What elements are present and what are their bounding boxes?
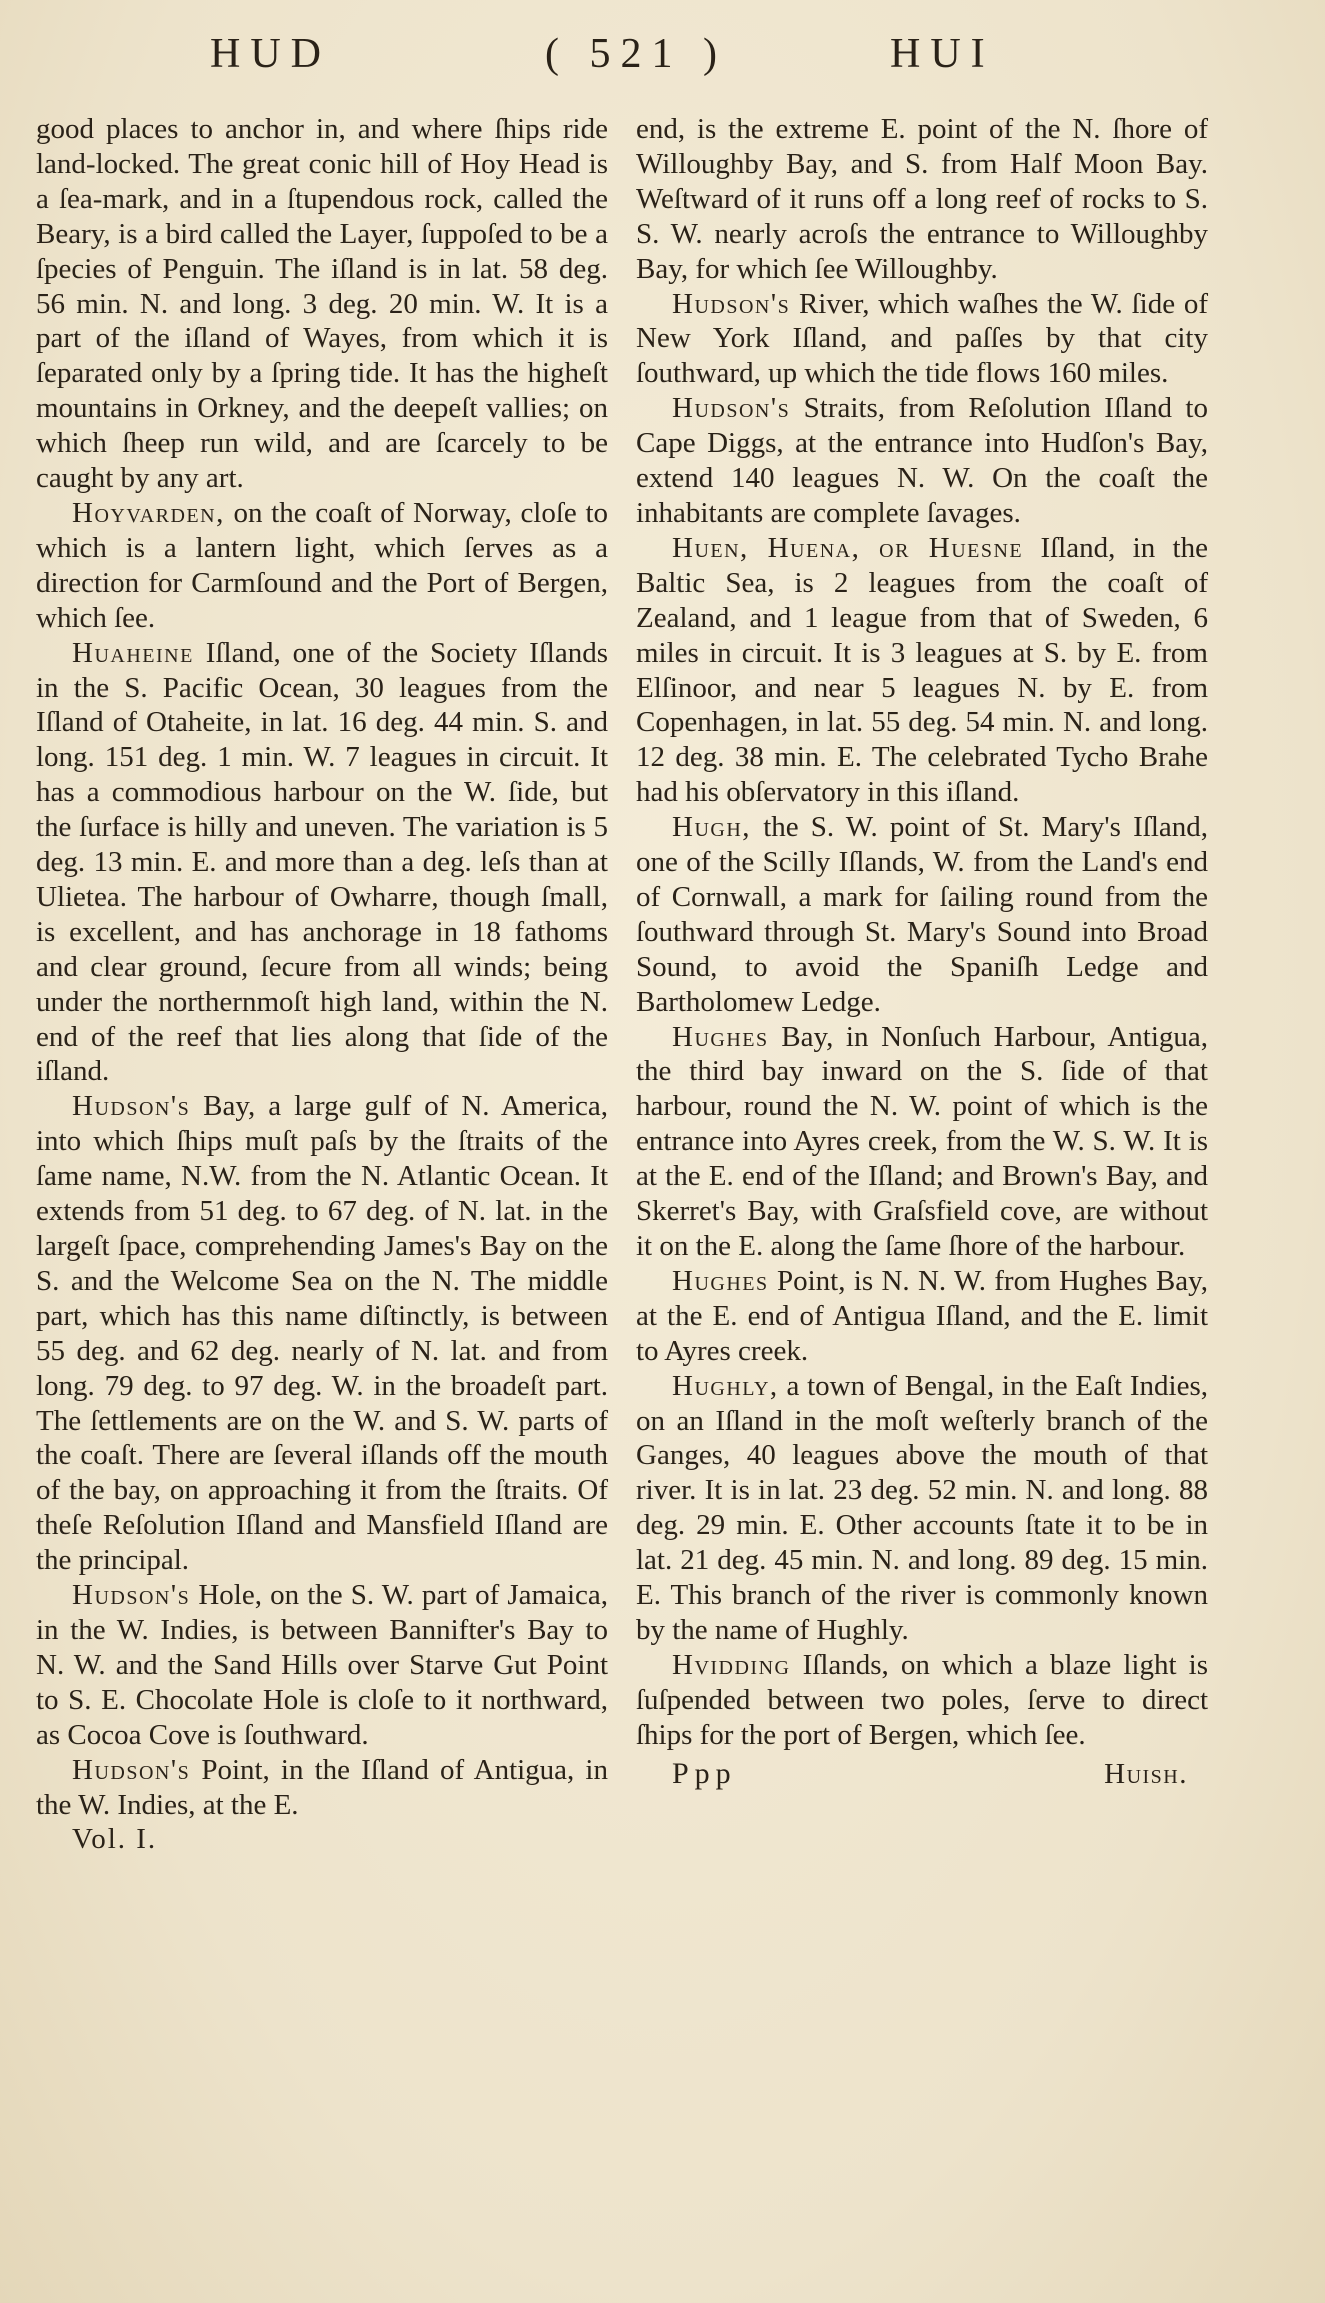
- entry-text: Bay, in Nonſuch Harbour, Antigua, the third bay inward on the S. ſide of that harbour, round the N. W. point of which is the entrance into Ayres creek, from the W. S. W. It is at the E. end of the Iſland; and Brown's Bay, and Skerret's Bay, with Graſsfield cove, are without it on the E. along the ſame ſhore of the harbour.: [636, 1020, 1208, 1262]
- entry-text: the S. W. point of St. Mary's Iſland, one of the Scilly Iſlands, W. from the Land's end of Cornwall, a mark for ſailing round from the ſouthward through St. Mary's Sound into Broad Sound, to avoid the Spaniſh Ledge and Bartholomew Ledge.: [636, 811, 1208, 1018]
- entry-term: Huen, Huena, or Huesne: [672, 531, 1024, 564]
- entry-text: a town of Bengal, in the Eaſt Indies, on an Iſland in the moſt weſterly branch of the Ganges, 40 leagues above the mouth of that river. It is in lat. 23 deg. 52 min. N. and long. 88 deg. 29 min. E. Other accounts ſtate it to be in lat. 21 deg. 45 min. N. and long. 89 deg. 15 min. E. This branch of the river is commonly known by the name of Hughly.: [636, 1369, 1208, 1646]
- entry-term: Hvidding: [672, 1648, 791, 1681]
- entry-hughes-bay: [636, 1020, 1208, 1264]
- entry-term: Hughes: [672, 1020, 769, 1053]
- entry-term: Hugh,: [672, 811, 752, 844]
- entry-text: River, which waſhes the W. ſide of New York Iſland, and paſſes by that city ſouthward, up which the tide flows 160 miles.: [636, 287, 1208, 390]
- entry-text: Point, is N. N. W. from Hughes Bay, at the E. end of Antigua Iſland, and the E. limit to Ayres creek.: [636, 1264, 1208, 1367]
- entry-text: Iſland, in the Baltic Sea, is 2 leagues from the coaſt of Zealand, and 1 league from that of Sweden, 6 miles in circuit. It is 3 leagues at S. by E. from Elſinoor, and near 5 leagues N. by E. from Copenhagen, in lat. 55 deg. 54 min. N. and long. 12 deg. 38 min. E. The celebrated Tycho Brahe had his obſervatory in this iſland.: [636, 531, 1208, 809]
- entry-term: Hudson's: [672, 287, 791, 320]
- entry-hudsons-point: [36, 1753, 608, 1823]
- running-head: [0, 30, 1325, 90]
- entry-huaheine: [36, 636, 608, 1090]
- catchword: Huish.: [1104, 1757, 1188, 1790]
- entry-text: Hole, on the S. W. part of Jamaica, in the W. Indies, is between Bannifter's Bay to N. W. and the Sand Hills over Starve Gut Point to S. E. Chocolate Hole is cloſe to it northward, as Cocoa Cove is ſouthward.: [36, 1579, 608, 1751]
- running-head-right: HUI: [890, 31, 995, 77]
- entry-text: good places to anchor in, and where ſhips ride land-locked. The great conic hill of Hoy Head is a ſea-mark, and in a ſtupendous rock, called the Beary, is a bird called the Layer, ſuppoſed to be a ſpecies of Penguin. The iſland is in lat. 58 deg. 56 min. N. and long. 3 deg. 20 min. W. It is a part of the iſland of Wayes, from which it is ſeparated only by a ſpring tide. It has the higheſt mountains in Orkney, and the deepeſt vallies; on which ſheep run wild, and are ſcarcely to be caught by any art.: [36, 113, 608, 495]
- entry-term: Hughly,: [672, 1369, 779, 1402]
- signature-mark: Ppp: [672, 1756, 737, 1790]
- entry-text: end, is the extreme E. point of the N. ſhore of Willoughby Bay, and S. from Half Moon Bay. Weſtward of it runs off a long reef of rocks to S. S. W. nearly acroſs the entrance to Willoughby Bay, for which ſee Willoughby.: [636, 113, 1208, 285]
- entry-term: Hudson's: [72, 1090, 191, 1123]
- entry-hugh: [636, 810, 1208, 1019]
- entry-term: Huaheine: [72, 636, 194, 669]
- page-number: ( 521 ): [545, 31, 727, 77]
- entry-hudsons-river: [636, 287, 1208, 392]
- entry-continuation: [36, 112, 608, 496]
- right-column: [636, 112, 1208, 1792]
- entry-text: Straits, from Reſolution Iſland to Cape Diggs, at the entrance into Hudſon's Bay, extend 140 leagues N. W. On the coaſt the inhabitants are complete ſavages.: [636, 392, 1208, 529]
- running-head-left: HUD: [210, 31, 331, 77]
- entry-text: Point, in the Iſland of Antigua, in the W. Indies, at the E.: [36, 1753, 608, 1821]
- entry-hughes-point: [636, 1264, 1208, 1369]
- volume-label: Vol. I.: [72, 1823, 158, 1856]
- entry-huen: [636, 531, 1208, 810]
- entry-text: Iſland, one of the Society Iſlands in the S. Pacific Ocean, 30 leagues from the Iſland of Otaheite, in lat. 16 deg. 44 min. S. and long. 151 deg. 1 min. W. 7 leagues in circuit. It has a commodious harbour on the W. ſide, but the ſurface is hilly and uneven. The variation is 5 deg. 13 min. E. and more than a deg. leſs than at Ulietea. The harbour of Owharre, though ſmall, is excellent, and has anchorage in 18 fathoms and clear ground, ſecure from all winds; being under the northernmoſt high land, within the N. end of the reef that lies along that ſide of the iſland.: [36, 636, 608, 1088]
- entry-term: Hughes: [672, 1264, 769, 1297]
- entry-term: Hudson's: [672, 392, 791, 425]
- entry-term: Hudson's: [72, 1753, 191, 1786]
- entry-hvidding: [636, 1648, 1208, 1753]
- entry-hughly: [636, 1369, 1208, 1648]
- entry-continuation: [636, 112, 1208, 287]
- entry-text: Bay, a large gulf of N. America, into which ſhips muſt paſs by the ſtraits of the ſame name, N.W. from the N. Atlantic Ocean. It extends from 51 deg. to 67 deg. of N. lat. in the largeſt ſpace, comprehending James's Bay on the S. and the Welcome Sea on the N. The middle part, which has this name diſtinctly, is between 55 deg. and 62 deg. nearly of N. lat. and from long. 79 deg. to 97 deg. W. in the broadeſt part. The ſettlements are on the W. and S. W. parts of the coaſt. There are ſeveral iſlands off the mouth of the bay, on approaching it from the ſtraits. Of theſe Reſolution Iſland and Mansfield Iſland are the principal.: [36, 1090, 608, 1577]
- entry-term: Hoyvarden,: [72, 496, 225, 529]
- entry-hoyvarden: [36, 496, 608, 636]
- entry-text: on the coaſt of Norway, cloſe to which is a lantern light, which ſerves as a direction for Carmſound and the Port of Bergen, which ſee.: [36, 496, 608, 634]
- entry-text: Iſlands, on which a blaze light is ſuſpended between two poles, ſerve to direct ſhips for the port of Bergen, which ſee.: [636, 1648, 1208, 1751]
- entry-hudsons-bay: [36, 1089, 608, 1578]
- entry-hudsons-hole: [36, 1578, 608, 1753]
- entry-term: Hudson's: [72, 1579, 191, 1612]
- left-column: [36, 112, 608, 1857]
- page-footer: [636, 1757, 1208, 1792]
- entry-hudsons-straits: [636, 391, 1208, 531]
